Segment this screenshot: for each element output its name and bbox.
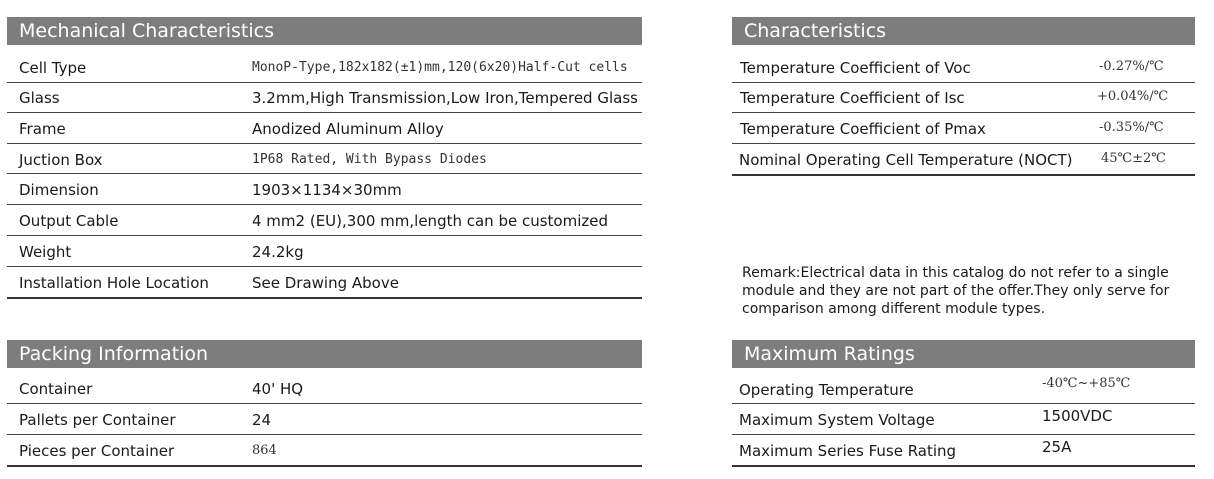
row-value: 40' HQ (252, 380, 304, 398)
row-label: Operating Temperature (739, 381, 914, 399)
row-value: 24.2kg (252, 243, 304, 261)
section-header: Characteristics (732, 17, 1195, 45)
section-header: Packing Information (7, 340, 642, 368)
row-value: See Drawing Above (252, 274, 399, 292)
row-label: Dimension (19, 181, 99, 199)
mechanical-characteristics-table (7, 17, 642, 299)
row-value: -0.27%/℃ (1099, 59, 1164, 74)
remark-note: Remark:Electrical data in this catalog do not refer to a single module and they are not part of the offer.They only serve for comparison among different module types. (742, 265, 1170, 317)
row-label: Juction Box (19, 151, 103, 169)
row-label: Cell Type (19, 59, 87, 77)
table-row (732, 83, 1195, 113)
table-row (7, 83, 642, 113)
row-value: 1P68 Rated, With Bypass Diodes (252, 152, 487, 167)
row-value: 24 (252, 411, 272, 429)
section-header: Mechanical Characteristics (7, 17, 642, 45)
table-row (7, 404, 642, 435)
table-row (7, 205, 642, 236)
row-label: Temperature Coefficient of Voc (740, 59, 971, 77)
characteristics-table (732, 17, 1195, 176)
row-value: -0.35%/℃ (1099, 120, 1164, 135)
section-header: Maximum Ratings (732, 340, 1195, 368)
row-label: Maximum Series Fuse Rating (739, 442, 957, 460)
row-label: Temperature Coefficient of Pmax (740, 120, 986, 138)
table-row (7, 267, 642, 299)
table-row (732, 113, 1195, 144)
row-label: Output Cable (19, 212, 119, 230)
table-row (732, 144, 1195, 176)
table-row (7, 374, 642, 404)
table-row (7, 435, 642, 467)
row-label: Container (19, 380, 93, 398)
table-row (7, 53, 642, 83)
row-label: Glass (19, 89, 60, 107)
packing-information-table (7, 340, 642, 467)
row-label: Pieces per Container (19, 442, 175, 460)
table-row (732, 435, 1195, 467)
row-value: Anodized Aluminum Alloy (252, 120, 444, 138)
row-value: 1500VDC (1042, 407, 1113, 425)
row-label: Installation Hole Location (19, 274, 209, 292)
row-label: Weight (19, 243, 72, 261)
table-row (7, 144, 642, 174)
row-label: Frame (19, 120, 66, 138)
maximum-ratings-table (732, 340, 1195, 467)
table-row (7, 174, 642, 205)
row-value: 864 (252, 443, 277, 458)
row-label: Temperature Coefficient of Isc (740, 89, 965, 107)
row-value: 1903×1134×30mm (252, 181, 402, 199)
row-label: Maximum System Voltage (739, 411, 935, 429)
table-row (7, 113, 642, 144)
row-value: 25A (1042, 438, 1072, 456)
table-row (7, 236, 642, 267)
row-label: Pallets per Container (19, 411, 176, 429)
table-row (732, 374, 1195, 404)
table-row (732, 404, 1195, 435)
table-row (732, 53, 1195, 83)
row-value: +0.04%/℃ (1097, 89, 1169, 104)
row-value: 45℃±2℃ (1101, 151, 1166, 166)
row-label: Nominal Operating Cell Temperature (NOCT) (739, 151, 1073, 169)
row-value: 3.2mm,High Transmission,Low Iron,Tempered Glass (252, 89, 638, 107)
row-value: 4 mm2 (EU),300 mm,length can be customized (252, 212, 609, 230)
row-value: -40℃~+85℃ (1042, 376, 1131, 391)
row-value: MonoP-Type,182x182(±1)mm,120(6x20)Half-Cut cells (252, 60, 628, 75)
